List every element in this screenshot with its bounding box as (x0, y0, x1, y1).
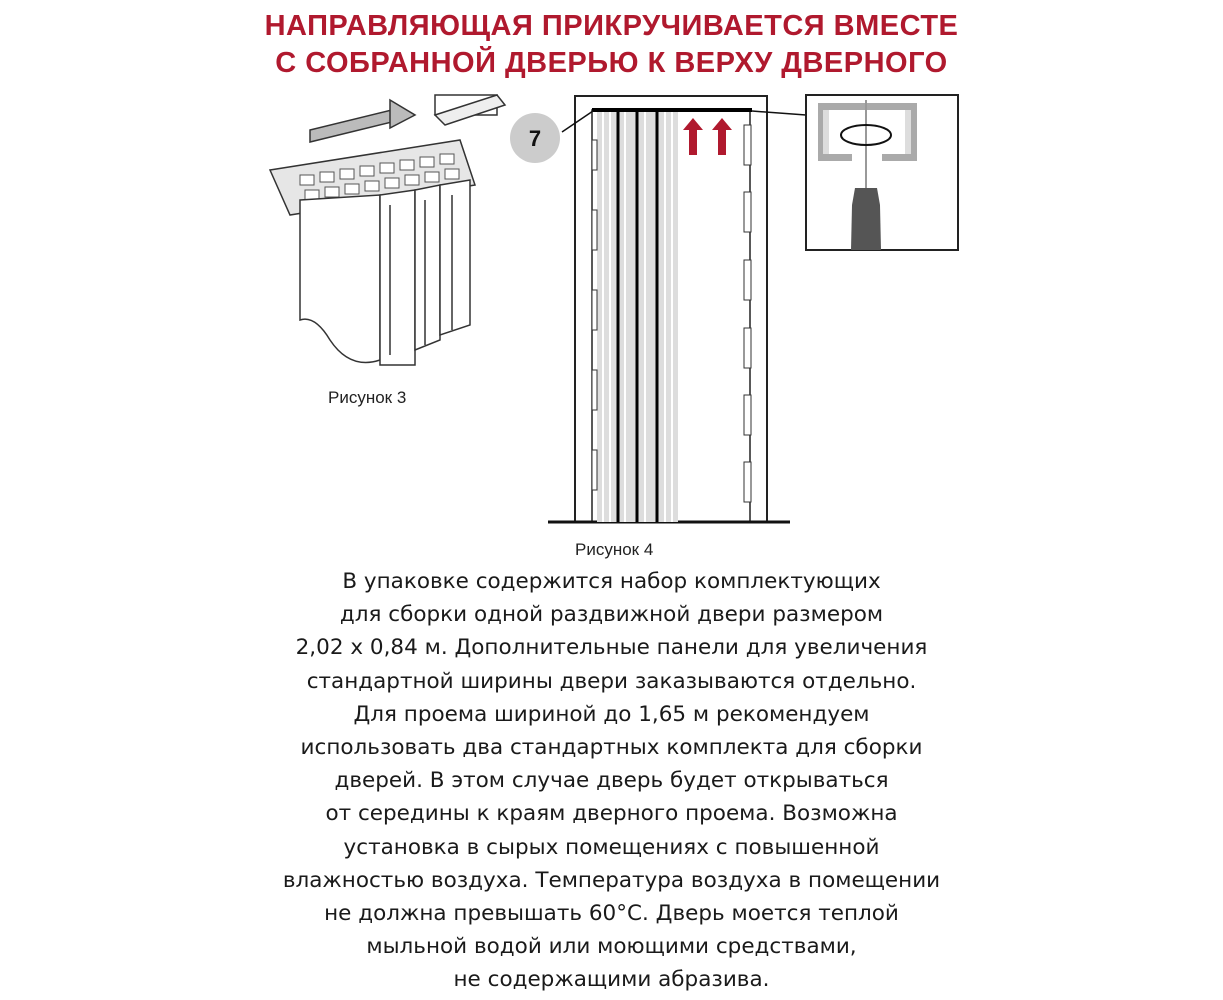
figure-4-caption: Рисунок 4 (575, 540, 654, 559)
description-line: не содержащими абразива. (453, 967, 770, 993)
screwdriver-icon (851, 188, 881, 250)
description-line: Для проема шириной до 1,65 м рекомендуем (353, 701, 870, 727)
description-line: влажностью воздуха. Температура воздуха в помещении (282, 867, 941, 893)
description-line: использовать два стандартных комплекта для сборки (300, 735, 923, 761)
callout-number: 7 (528, 126, 542, 151)
description-line: установка в сырых помещениях с повышенной (343, 834, 880, 860)
description-line: дверей. В этом случае дверь будет открываться (334, 768, 889, 794)
arrow-shape (310, 108, 400, 142)
description-line: стандартной ширины двери заказываются отдельно. (306, 668, 917, 694)
title-line-1: НАПРАВЛЯЮЩАЯ ПРИКРУЧИВАЕТСЯ ВМЕСТЕ (264, 10, 959, 42)
title-line-2: С СОБРАННОЙ ДВЕРЬЮ К ВЕРХУ ДВЕРНОГО (275, 47, 948, 79)
figure-3-caption: Рисунок 3 (328, 388, 407, 407)
screw-detail-inset (806, 95, 958, 250)
figure-4-drawing (510, 96, 806, 522)
description-line: 2,02 х 0,84 м. Дополнительные панели для увеличения (295, 635, 928, 661)
description-line: мыльной водой или моющими средствами, (366, 934, 857, 960)
description-line: от середины к краям дверного проема. Возможна (325, 801, 898, 827)
description-line: для сборки одной раздвижной двери размером (339, 602, 884, 628)
description-line: В упаковке содержится набор комплектующих (342, 569, 881, 594)
description-text (0, 565, 1223, 997)
description-line: не должна превышать 60°С. Дверь моется теплой (324, 901, 899, 927)
figure-3-drawing (270, 95, 505, 365)
